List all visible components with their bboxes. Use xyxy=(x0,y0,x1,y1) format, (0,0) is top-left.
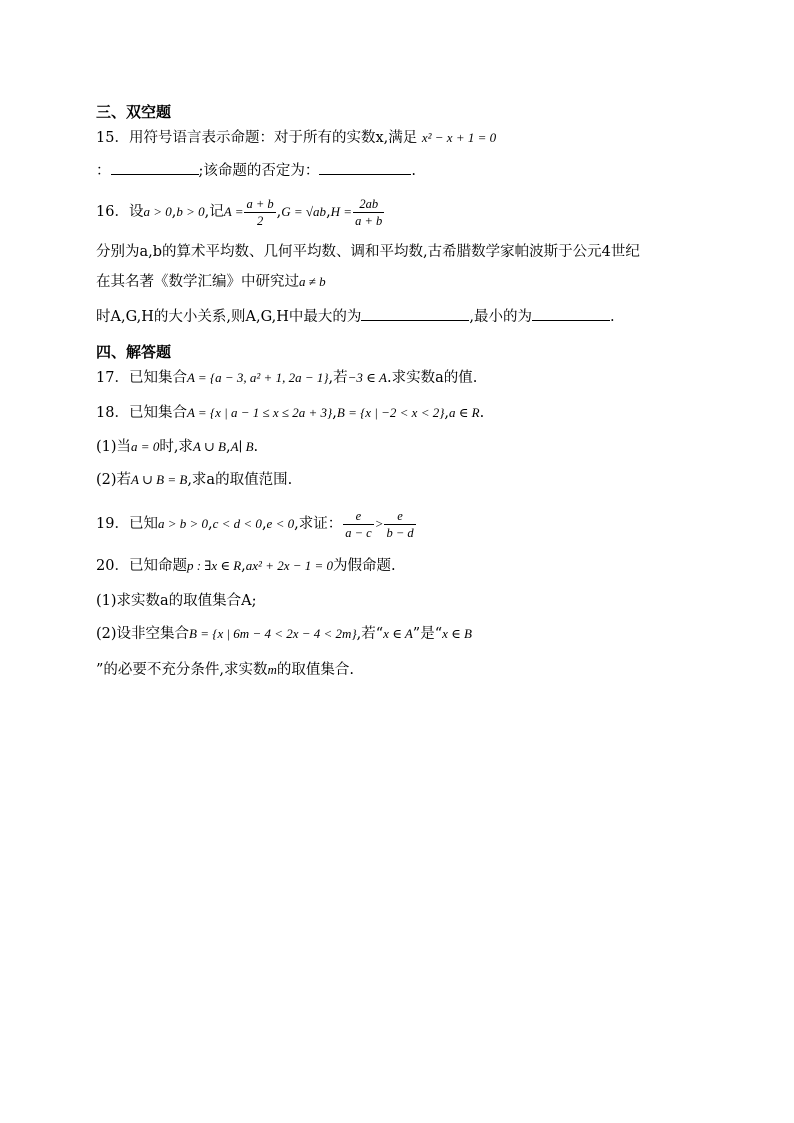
q19-right-denominator: b − d xyxy=(386,525,414,540)
q16-max-label: 时A,G,H的大小关系,则A,G,H中最大的为 xyxy=(96,309,362,325)
q18-p1-end: . xyxy=(253,439,259,455)
q15-blank-1[interactable] xyxy=(111,160,199,175)
q20-p2-m: m xyxy=(267,662,277,677)
q18-sep-2: , xyxy=(444,405,450,421)
q16-A-fraction xyxy=(244,196,275,229)
q20-equation: ax² + 2x − 1 = 0 xyxy=(245,558,334,573)
q19-cond-2: c < d < 0 xyxy=(212,516,262,531)
q16-lead: 16．设 xyxy=(96,204,144,220)
q20-p2-lead: (2)设非空集合 xyxy=(96,626,190,642)
q18-lead: 18．已知集合 xyxy=(96,405,187,421)
q19-cond-3: e < 0 xyxy=(266,516,295,531)
q16-neq-expr: a ≠ b xyxy=(299,274,326,289)
q19-left-denominator: a − c xyxy=(345,525,372,540)
q19-right-numerator: e xyxy=(397,508,403,523)
q19-cond-1: a > b > 0 xyxy=(157,516,208,531)
question-15-line-2 xyxy=(96,160,416,181)
q16-A-denominator: 2 xyxy=(244,212,275,229)
q16-sep-3: , xyxy=(276,204,282,220)
q19-sep-2: , xyxy=(261,516,267,532)
q20-p2-x-in-B: x ∈ B xyxy=(442,626,472,641)
q20-p2-if: ,若“ xyxy=(356,626,384,642)
q20-sep: , xyxy=(241,558,246,574)
q16-cond-b: b > 0 xyxy=(176,204,205,219)
q20-tail: 为假命题. xyxy=(333,558,396,574)
q15-blank-2[interactable] xyxy=(319,160,411,175)
section-title-4: 四、解答题 xyxy=(96,343,172,361)
q20-proposition: p : ∃x ∈ R xyxy=(186,558,242,573)
q19-fraction-right xyxy=(384,508,415,541)
q15-negation-label: ;该命题的否定为： xyxy=(198,163,320,179)
q19-lead: 19．已知 xyxy=(96,516,158,532)
question-18 xyxy=(96,403,484,423)
question-16-line-1 xyxy=(96,192,385,232)
q16-sep-2: ,记 xyxy=(204,204,224,220)
q16-sep-1: , xyxy=(171,204,177,220)
q18-p2-ask: ,求a的取值范围. xyxy=(187,472,293,488)
question-20-part-2 xyxy=(96,624,472,644)
q18-p1-cond: a = 0 xyxy=(131,439,160,454)
q19-sep-1: , xyxy=(208,516,213,532)
question-18-part-1 xyxy=(96,437,258,457)
q18-p1-lead: (1)当 xyxy=(96,439,132,455)
q17-mid: ,若 xyxy=(328,370,348,386)
question-16-line-2: 分别为a,b的算术平均数、几何平均数、调和平均数,古希腊数学家帕波斯于公元4世纪 xyxy=(96,244,640,260)
question-16-line-4 xyxy=(96,306,615,327)
q16-sep-4: , xyxy=(326,204,331,220)
q16-H-denominator: a + b xyxy=(355,213,383,228)
q19-prove-label: ,求证： xyxy=(294,516,343,532)
q16-cond-a: a > 0 xyxy=(143,204,172,219)
q18-a-in-R: a ∈ R xyxy=(449,405,480,420)
q16-A-numerator: a + b xyxy=(246,196,274,211)
q16-min-label: ,最小的为 xyxy=(469,309,533,325)
q15-text: 15．用符号语言表示命题：对于所有的实数x,满足 xyxy=(96,130,418,146)
section-title-3: 三、双空题 xyxy=(96,103,172,121)
q20-p2-x-in-A: x ∈ A xyxy=(383,626,413,641)
q20-p2-is: ”是“ xyxy=(412,626,443,642)
q17-lead: 17．已知集合 xyxy=(96,370,187,386)
q18-p1-sep: , xyxy=(225,439,231,455)
q16-blank-max[interactable] xyxy=(361,306,469,321)
q18-set-A: A = {x | a − 1 ≤ x ≤ 2a + 3} xyxy=(186,405,333,420)
q16-H-fraction xyxy=(353,196,384,229)
q19-left-numerator: e xyxy=(355,508,362,523)
q16-G-expr: G = √ab xyxy=(281,204,327,219)
q20-p2-set-B: B = {x | 6m − 4 < 2x − 4 < 2m} xyxy=(189,626,357,641)
question-17 xyxy=(96,368,477,388)
question-19 xyxy=(96,504,417,544)
q18-p1-union: A ∪ B xyxy=(192,439,226,454)
question-15-line-1 xyxy=(96,128,496,148)
q16-H-numerator: 2ab xyxy=(359,196,379,211)
q17-cond: −3 ∈ A xyxy=(347,370,387,385)
q16-end: . xyxy=(610,309,615,325)
q16-line3-text: 在其名著《数学汇编》中研究过 xyxy=(96,274,299,290)
q15-colon: ： xyxy=(96,163,111,179)
question-20-part-1: (1)求实数a的取值集合A; xyxy=(96,593,257,609)
q18-tail: . xyxy=(479,405,485,421)
q18-p1-intersection: A∣ B xyxy=(230,439,254,454)
q19-greater-than: > xyxy=(374,516,384,531)
q20-p2-tail: 的取值集合. xyxy=(276,662,355,678)
question-20-part-2-line-2 xyxy=(96,660,354,680)
question-20 xyxy=(96,556,396,576)
q18-set-B: B = {x | −2 < x < 2} xyxy=(336,405,445,420)
q16-A-label: A = xyxy=(223,204,244,219)
q18-p1-ask: 时,求 xyxy=(159,439,193,455)
q20-lead: 20．已知命题 xyxy=(96,558,187,574)
q19-fraction-left xyxy=(343,508,373,541)
q18-p2-lead: (2)若 xyxy=(96,472,132,488)
q16-blank-min[interactable] xyxy=(532,306,610,321)
q15-expr: x² − x + 1 = 0 xyxy=(421,130,497,145)
q20-p2-condition-text: ”的必要不充分条件,求实数 xyxy=(96,662,268,678)
q18-p2-cond: A ∪ B = B xyxy=(131,472,188,487)
q17-tail: .求实数a的值. xyxy=(387,370,478,386)
q18-sep: , xyxy=(332,405,337,421)
q17-set-expr: A = {a − 3, a² + 1, 2a − 1} xyxy=(186,370,329,385)
question-18-part-2 xyxy=(96,470,292,490)
q16-H-label: H = xyxy=(330,204,353,219)
question-16-line-3 xyxy=(96,272,326,292)
q15-end: . xyxy=(411,163,416,179)
